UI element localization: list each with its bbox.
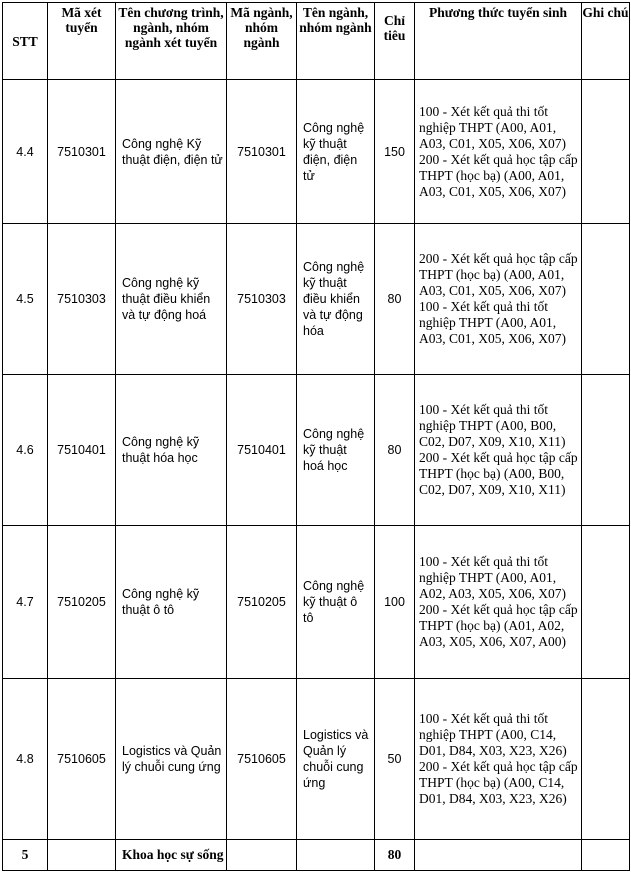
cell-ten-chuong-trinh: Công nghệ kỹ thuật ô tô — [116, 526, 227, 679]
cell-chi-tieu: 150 — [375, 80, 415, 224]
cell-ghi-chu — [582, 375, 630, 526]
cell-ghi-chu — [582, 224, 630, 375]
cell-empty — [48, 840, 116, 871]
header-ten-chuong-trinh: Tên chương trình, ngành, nhóm ngành xét tuyển — [116, 3, 227, 80]
cell-ma-xet-tuyen: 7510401 — [48, 375, 116, 526]
cell-stt: 5 — [3, 840, 48, 871]
cell-ten-chuong-trinh: Công nghệ kỹ thuật điều khiển và tự động hoá — [116, 224, 227, 375]
table-row — [3, 224, 630, 375]
cell-chi-tieu: 80 — [375, 224, 415, 375]
cell-chi-tieu: 100 — [375, 526, 415, 679]
cell-ghi-chu — [582, 526, 630, 679]
cell-phuong-thuc — [415, 679, 582, 840]
cell-stt: 4.8 — [3, 679, 48, 840]
cell-phuong-thuc — [415, 375, 582, 526]
cell-phuong-thuc — [415, 224, 582, 375]
method-item: 100 - Xét kết quả thi tốt nghiệp THPT (A00, B00, C02, D07, X09, X10, X11) — [419, 402, 566, 449]
cell-phuong-thuc — [415, 526, 582, 679]
header-stt: STT — [3, 3, 48, 80]
group-row — [3, 840, 630, 871]
cell-ma-nganh: 7510605 — [227, 679, 297, 840]
cell-ma-xet-tuyen: 7510205 — [48, 526, 116, 679]
cell-ma-nganh: 7510401 — [227, 375, 297, 526]
cell-empty — [415, 840, 582, 871]
method-item: 200 - Xét kết quả học tập cấp THPT (học bạ) (A00, A01, A03, C01, X05, X06, X07) — [419, 251, 578, 298]
group-title: Khoa học sự sống — [116, 840, 227, 871]
cell-ma-nganh: 7510301 — [227, 80, 297, 224]
table-row — [3, 526, 630, 679]
cell-stt: 4.4 — [3, 80, 48, 224]
table-header-row — [3, 3, 630, 80]
cell-ma-xet-tuyen: 7510605 — [48, 679, 116, 840]
cell-ma-xet-tuyen: 7510301 — [48, 80, 116, 224]
cell-ten-nganh: Công nghệ kỹ thuật điều khiển và tự động hóa — [297, 224, 375, 375]
cell-stt: 4.6 — [3, 375, 48, 526]
cell-empty — [582, 840, 630, 871]
cell-empty — [227, 840, 297, 871]
method-item: 100 - Xét kết quả thi tốt nghiệp THPT (A00, A01, A02, A03, X05, X06, X07) — [419, 554, 566, 601]
method-item: 200 - Xét kết quả học tập cấp THPT (học bạ) (A01, A02, A03, X05, X06, X07, A00) — [419, 602, 578, 649]
method-item: 200 - Xét kết quả học tập cấp THPT (học bạ) (A00, A01, A03, C01, X05, X06, X07) — [419, 151, 578, 199]
method-item: 200 - Xét kết quả học tập cấp THPT (học bạ) (A00, C14, D01, D84, X03, X23, X26) — [419, 759, 578, 806]
table-row — [3, 80, 630, 224]
method-item: 100 - Xét kết quả thi tốt nghiệp THPT (A00, A01, A03, C01, X05, X06, X07) — [419, 103, 566, 151]
method-item: 200 - Xét kết quả học tập cấp THPT (học bạ) (A00, B00, C02, D07, X09, X10, X11) — [419, 450, 578, 497]
cell-ten-nganh: Logistics và Quản lý chuỗi cung ứng — [297, 679, 375, 840]
cell-ten-nganh: Công nghệ kỹ thuật hoá học — [297, 375, 375, 526]
cell-stt: 4.7 — [3, 526, 48, 679]
cell-chi-tieu: 80 — [375, 375, 415, 526]
table-row — [3, 375, 630, 526]
cell-ghi-chu — [582, 679, 630, 840]
cell-chi-tieu: 80 — [375, 840, 415, 871]
cell-ten-chuong-trinh: Công nghệ Kỹ thuật điện, điện tử — [116, 80, 227, 224]
table-row — [3, 679, 630, 840]
cell-chi-tieu: 50 — [375, 679, 415, 840]
cell-ten-chuong-trinh: Logistics và Quản lý chuỗi cung ứng — [116, 679, 227, 840]
header-ten-nganh: Tên ngành, nhóm ngành — [297, 3, 375, 80]
cell-ten-nganh: Công nghệ kỹ thuật ô tô — [297, 526, 375, 679]
cell-ten-nganh: Công nghệ kỹ thuật điện, điện tử — [297, 80, 375, 224]
header-ghi-chu: Ghi chú — [582, 3, 630, 80]
header-phuong-thuc: Phương thức tuyển sinh — [415, 3, 582, 80]
method-item: 100 - Xét kết quả thi tốt nghiệp THPT (A00, A01, A03, C01, X05, X06, X07) — [419, 299, 566, 346]
cell-empty — [297, 840, 375, 871]
method-item: 100 - Xét kết quả thi tốt nghiệp THPT (A00, C14, D01, D84, X03, X23, X26) — [419, 711, 567, 758]
cell-ma-nganh: 7510205 — [227, 526, 297, 679]
header-chi-tieu: Chỉ tiêu — [375, 3, 415, 80]
cell-stt: 4.5 — [3, 224, 48, 375]
cell-ten-chuong-trinh: Công nghệ kỹ thuật hóa học — [116, 375, 227, 526]
header-ma-nganh: Mã ngành, nhóm ngành — [227, 3, 297, 80]
cell-phuong-thuc — [415, 80, 582, 224]
cell-ghi-chu — [582, 80, 630, 224]
cell-ma-xet-tuyen: 7510303 — [48, 224, 116, 375]
admission-table — [2, 2, 630, 871]
header-ma-xet-tuyen: Mã xét tuyển — [48, 3, 116, 80]
cell-ma-nganh: 7510303 — [227, 224, 297, 375]
